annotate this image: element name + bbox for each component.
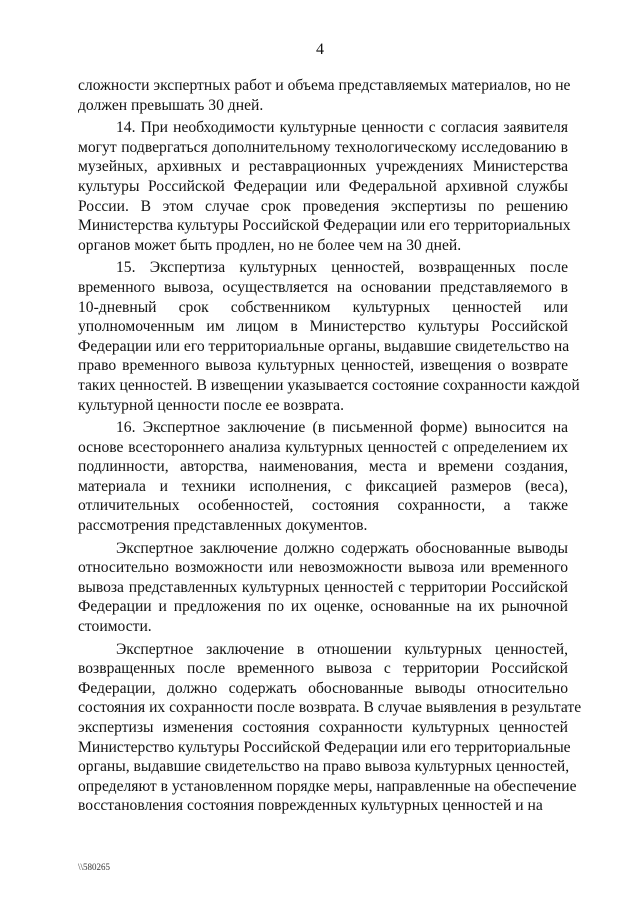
text-line: таких ценностей. В извещении указывается состояние сохранности каждой [78, 376, 580, 394]
text-line: Экспертное заключение в отношении культурных ценностей, [116, 640, 568, 658]
text-line: отличительных особенностей, состояния сохранности, а также [78, 497, 568, 515]
text-line: относительно возможности или невозможности вывоза или временного [78, 559, 568, 577]
text-line: основе всестороннего анализа культурных ценностей с определением их [78, 438, 568, 456]
text-line: Федерации или его территориальные органы, выдавшие свидетельство на [78, 337, 570, 355]
text-line: возвращенных после временного вывоза с территории Российской [78, 660, 568, 678]
text-line: органов может быть продлен, но не более чем на 30 дней. [78, 236, 462, 254]
text-line: экспертизы изменения состояния сохранности культурных ценностей [78, 719, 568, 736]
text-line: России. В этом случае срок проведения экспертизы по решению [78, 197, 568, 215]
text-line: определяют в установленном порядке меры, направленные на обеспечение [78, 777, 577, 795]
text-line: стоимости. [78, 618, 152, 636]
text-line: право временного вывоза культурных ценностей, извещения о возврате [78, 357, 568, 375]
text-line: временного вывоза, осуществляется на основании представляемого в [78, 278, 568, 296]
text-line: подлинности, авторства, наименования, места и времени создания, [78, 458, 568, 476]
text-line: 14. При необходимости культурные ценности с согласия заявителя [116, 119, 568, 137]
text-line: Экспертное заключение должно содержать обоснованные выводы [116, 539, 568, 557]
text-line: состояния их сохранности после возврата. В случае выявления в результате [78, 699, 582, 717]
text-line: вывоза представленных культурных ценностей с территории Российской [78, 578, 568, 596]
paragraph [78, 118, 571, 255]
paragraph [78, 258, 580, 415]
text-line: Федерации и предложения по их оценке, основанные на их рыночной [78, 598, 568, 616]
text-line: сложности экспертных работ и объема представляемых материалов, но не [78, 77, 571, 94]
text-line: должен превышать 30 дней. [78, 96, 264, 114]
text-line: материала и техники исполнения, с фиксацией размеров (веса), [78, 477, 568, 495]
paragraph [78, 640, 582, 816]
text-line: Министерства культуры Российской Федерации или его территориальных [78, 217, 571, 235]
text-line: 15. Экспертиза культурных ценностей, возвращенных после [116, 259, 568, 277]
text-line: Министерство культуры Российской Федерации или его территориальные [78, 738, 571, 756]
text-line: музейных, архивных и реставрационных учреждениях Министерства [78, 158, 568, 176]
text-line: культуры Российской Федерации или Федеральной архивной службы [78, 177, 568, 195]
text-line: Федерации, должно содержать обоснованные выводы относительно [78, 679, 568, 697]
text-line: 10-дневный срок собственником культурных ценностей или [78, 298, 568, 316]
paragraph [78, 418, 568, 536]
text-line: могут подвергаться дополнительному технологическому исследованию в [78, 138, 568, 156]
text-line: рассмотрения представленных документов. [78, 517, 368, 535]
text-line: уполномоченным им лицом в Министерство культуры Российской [78, 318, 568, 336]
text-line: органы, выдавшие свидетельство на право вывоза культурных ценностей, [78, 758, 570, 776]
text-line: культурной ценности после ее возврата. [78, 396, 344, 414]
paragraph [78, 76, 571, 115]
page-number: 4 [316, 41, 324, 58]
document-code: \\580265 [78, 862, 111, 872]
text-line: восстановления состояния поврежденных культурных ценностей и на [78, 797, 543, 815]
document-body [78, 76, 582, 816]
text-line: 16. Экспертное заключение (в письменной форме) выносится на [116, 419, 568, 437]
paragraph [78, 539, 568, 637]
